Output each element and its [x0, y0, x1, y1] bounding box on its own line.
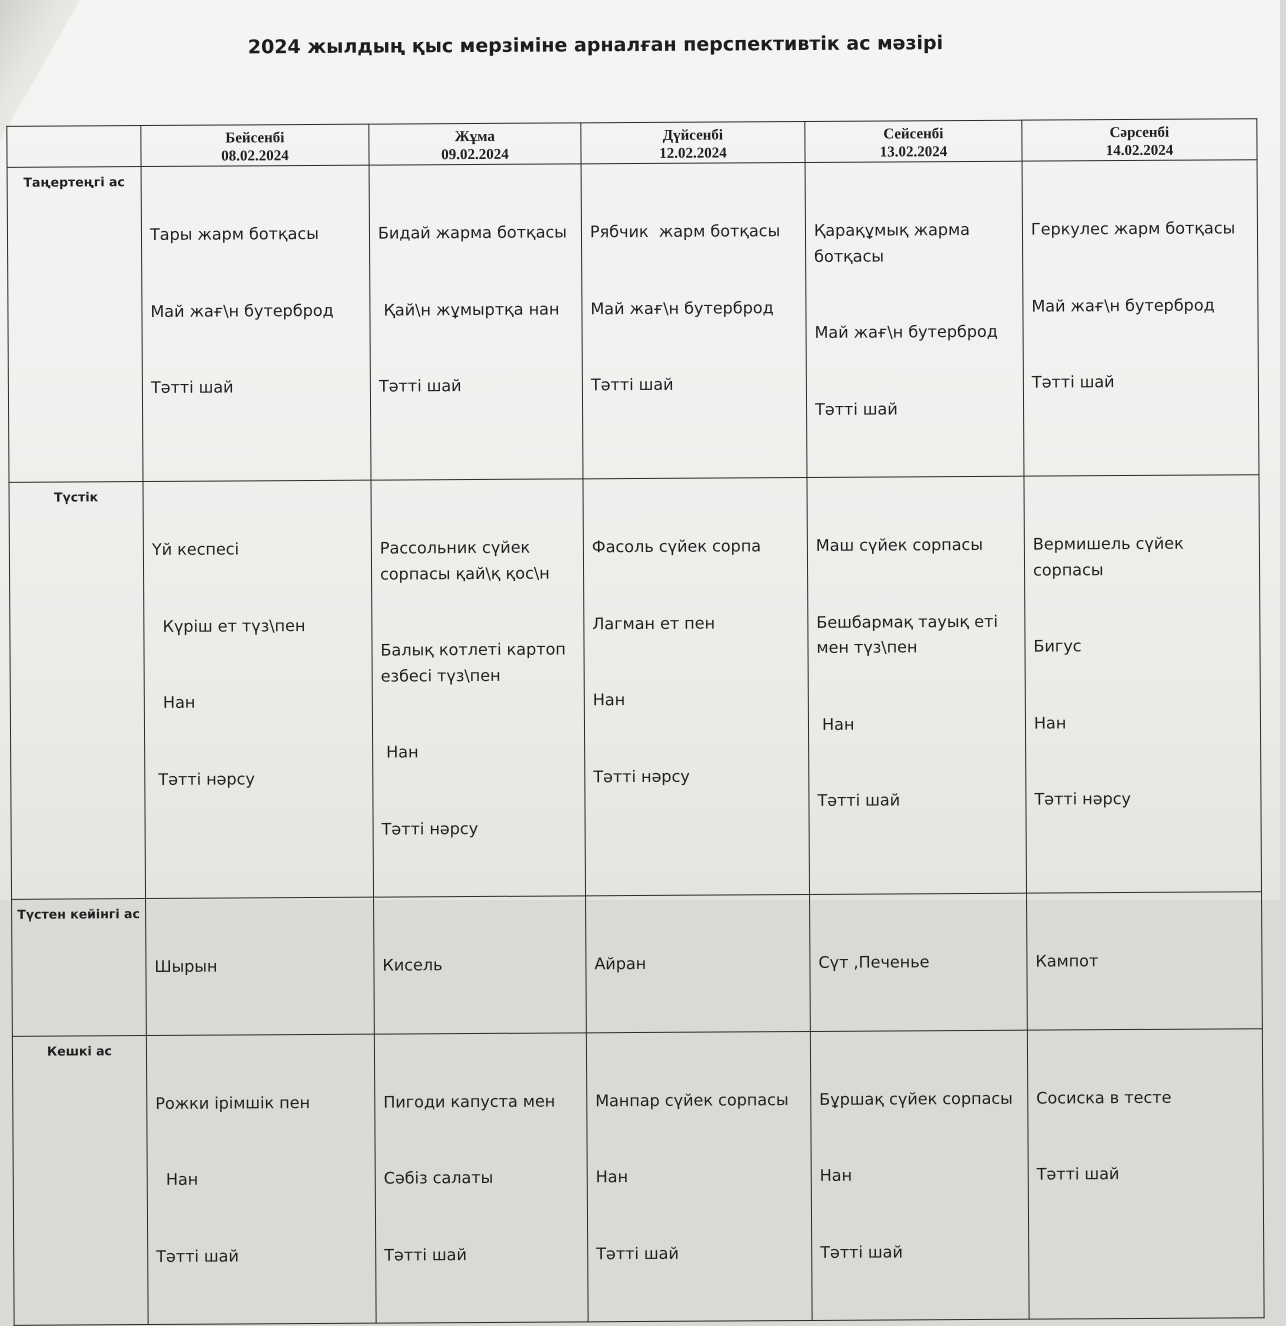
menu-cell [805, 161, 1024, 477]
day-name: Жұма [454, 128, 495, 146]
meal-label: Кешкі ас [12, 1035, 148, 1325]
dish: Нан [595, 1167, 629, 1187]
dish: Нан [1033, 712, 1067, 733]
menu-cell [1027, 1028, 1264, 1319]
day-header [141, 124, 369, 166]
menu-cell [146, 1034, 376, 1325]
dish: Тәтті шай [814, 398, 898, 419]
dish: Нан [152, 692, 196, 712]
dish: Рябчик жарм ботқасы [589, 221, 781, 242]
dish: Тәтті шай [1031, 372, 1115, 392]
dish: Тары жарм ботқасы [149, 223, 319, 244]
menu-table [6, 118, 1264, 1326]
dish: Рожки ірімшік пен [155, 1092, 311, 1113]
day-name: Бейсенбі [225, 130, 285, 147]
dish: Рассольник сүйек сорпасы қай\қ қос\н [379, 537, 550, 584]
menu-cell [586, 894, 811, 1032]
day-date: 08.02.2024 [221, 148, 289, 165]
dish: Бидай жарма ботқасы [377, 222, 567, 243]
dish: Кампот [1035, 951, 1099, 971]
meal-label: Түстен кейінгі ас [12, 899, 147, 1036]
menu-cell [1022, 160, 1259, 476]
menu-cell [146, 897, 375, 1035]
dish: Кисель [382, 955, 443, 975]
dish: Тәтті нәрсу [153, 768, 255, 789]
meal-label: Түстік [9, 482, 146, 900]
day-name: Дүйсенбі [662, 127, 724, 144]
meal-row-breakfast [7, 160, 1259, 483]
dish: Тәтті шай [378, 376, 462, 396]
dish: Маш сүйек сорпасы [815, 534, 983, 555]
dish: Балық котлеті картоп езбесі түз\пен [380, 639, 571, 686]
dish: Айран [594, 953, 647, 974]
menu-cell [586, 1031, 812, 1322]
dish: Тәтті шай [150, 377, 234, 397]
dish: Бешбармақ тауық еті мен түз\пен [816, 611, 1004, 657]
menu-cell [374, 896, 587, 1034]
dish: Шырын [154, 956, 218, 976]
day-name: Сәрсенбі [1109, 124, 1170, 142]
day-date: 14.02.2024 [1105, 142, 1174, 160]
dish: Күріш ет түз\пен [152, 615, 306, 636]
meal-row-lunch [9, 475, 1262, 900]
menu-cell [374, 1032, 588, 1323]
dish: Қай\н жұмыртқа нан [378, 298, 560, 320]
day-date: 09.02.2024 [441, 146, 509, 164]
dish: Манпар сүйек сорпасы [595, 1089, 789, 1110]
corner-cell [7, 126, 141, 168]
dish: Үй кеспесі [151, 539, 240, 559]
dish: Бигус [1033, 636, 1082, 656]
dish: Нан [819, 1165, 853, 1185]
dish: Пигоди капуста мен [383, 1091, 556, 1112]
menu-cell [1024, 475, 1262, 893]
dish: Вермишель сүйек сорпасы [1032, 533, 1189, 580]
meal-row-dinner [12, 1028, 1264, 1325]
day-date: 12.02.2024 [659, 145, 727, 162]
dish: Тәтті шай [817, 790, 901, 810]
dish: Тәтті шай [1036, 1164, 1120, 1184]
dish: Тәтті нәрсу [593, 766, 690, 786]
dish: Тәтті шай [590, 374, 674, 395]
dish: Нан [381, 742, 419, 762]
dish: Геркулес жарм ботқасы [1030, 218, 1236, 239]
menu-cell [141, 165, 371, 481]
dish: Сәбіз салаты [383, 1167, 494, 1188]
page-title: 2024 жылдың қыс мерзіміне арналған перспективтік ас мәзірі [247, 32, 944, 59]
menu-cell [581, 162, 807, 478]
dish: Сосиска в тесте [1036, 1087, 1172, 1108]
dish: Бұршақ сүйек сорпасы [819, 1088, 1013, 1109]
menu-cell [807, 476, 1027, 894]
day-header [369, 123, 581, 165]
dish: Сүт ,Печенье [818, 952, 930, 972]
dish: Лагман ет пен [592, 613, 716, 633]
menu-cell [369, 164, 583, 480]
dish: Фасоль сүйек сорпа [591, 536, 762, 557]
dish: Тәтті шай [384, 1244, 467, 1265]
day-header [805, 120, 1022, 162]
dish: Тәтті шай [596, 1243, 679, 1263]
meal-row-snack [12, 892, 1263, 1036]
menu-cell [583, 477, 810, 895]
day-header [581, 121, 805, 163]
dish: Қарақұмық жарма ботқасы [813, 219, 976, 266]
dish: Нан [592, 690, 626, 710]
dish: Тәтті нәрсу [381, 818, 479, 839]
dish: Тәтті шай [156, 1245, 239, 1266]
menu-cell [810, 893, 1028, 1031]
dish: Нан [816, 714, 855, 734]
day-name: Сейсенбі [883, 126, 944, 143]
day-header [1022, 119, 1257, 161]
menu-cell [371, 479, 586, 897]
day-date: 13.02.2024 [879, 144, 948, 161]
dish: Май жағ\н бутерброд [1031, 294, 1215, 316]
dish: Май жағ\н бутерброд [590, 297, 774, 318]
meal-label: Таңертеңгі ас [7, 167, 143, 483]
dish: Нан [155, 1169, 199, 1189]
menu-cell [810, 1030, 1029, 1321]
dish: Тәтті нәрсу [1034, 789, 1132, 809]
dish: Май жағ\н бутерброд [150, 300, 334, 321]
menu-cell [143, 480, 374, 898]
dish: Тәтті шай [820, 1241, 903, 1262]
dish: Май жағ\н бутерброд [814, 321, 998, 342]
menu-cell [1027, 892, 1263, 1030]
